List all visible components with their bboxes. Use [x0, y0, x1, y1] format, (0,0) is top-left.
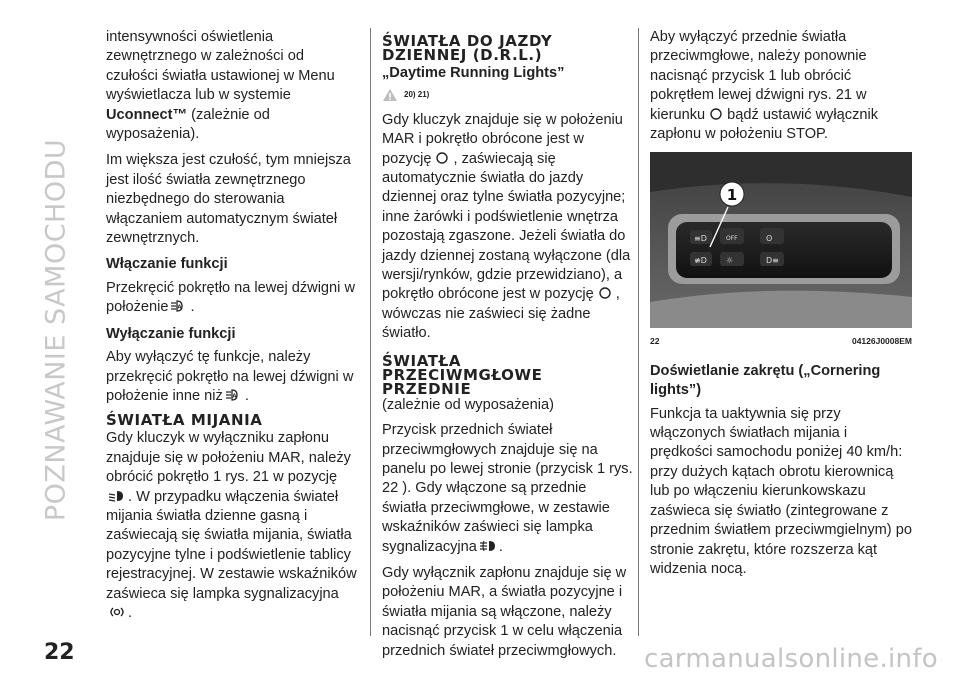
auto-light-icon [170, 300, 188, 312]
heading-drl: DZIENNEJ (D.R.L.) [382, 46, 543, 64]
figure-number: 22 [650, 336, 660, 347]
fog-subtitle: (zależnie od wyposażenia) [382, 396, 554, 413]
paragraph: Gdy kluczyk znajduje się w położeniu MAR i pokrętło obrócone jest w pozycję , zaświecają się automatycznie światła do jazdy dziennej oraz tylne światła pozycyjne; inne żarówki i podświetlenie wnętrza pozostają zgaszone. Jeżeli światła do jazdy dziennej zostaną wyłączone (dla wersji/rynków, gdzie przewidziano), a pokrętło obrócone jest w pozycję , wówczas nie zaświeci się żadne światło. [382, 111, 631, 342]
column-3 [650, 28, 912, 586]
column-2 [382, 28, 634, 668]
off-position-icon [433, 152, 451, 164]
parking-lights-icon [108, 606, 126, 618]
drl-subtitle: „Daytime Running Lights” [382, 65, 565, 81]
heading-fog: PRZECIWMGŁOWE [382, 365, 543, 384]
heading-fog: ŚWIATŁA [382, 351, 462, 370]
svg-text:ʘ: ʘ [766, 234, 773, 244]
watermark: carmanualsonline.info [643, 644, 938, 674]
svg-text:☼: ☼ [726, 256, 734, 266]
heading-cornering: Doświetlanie zakrętu („Cornering lights”) [650, 362, 881, 399]
column-divider [370, 28, 371, 636]
heading-disable: Wyłączanie funkcji [106, 325, 236, 342]
heading-fog: PRZEDNIE [382, 379, 472, 398]
warning-references: 20) 21) [382, 85, 634, 104]
paragraph: Im większa jest czułość, tym mniejsza jest ilość światła zewnętrznego niezbędnego do sterowania włączaniem automatycznym świateł zewnętrznych. [106, 152, 351, 247]
section-side-title: POZNAWANIE SAMOCHODU [40, 138, 72, 522]
svg-text:OFF: OFF [726, 235, 738, 243]
svg-text:D≡: D≡ [766, 256, 779, 266]
paragraph: Gdy kluczyk w wyłączniku zapłonu znajduje się w położeniu MAR, należy obrócić pokrętło 1 rys. 21 w pozycję . W przypadku włączenia świateł mijania światła dzienne gasną i zaświecają się światła mijania, światła pozycyjne tylne i podświetlenie tablicy rejestracyjnej. W zestawie wskaźników zaświeca się lampka sygnalizacyjna . [106, 430, 357, 621]
heading-enable: Włączanie funkcji [106, 256, 228, 273]
figure-code: 04126J0008EM [851, 336, 912, 347]
paragraph: Funkcja ta uaktywnia się przy włączonych światłach mijania i prędkości samochodu poniżej 40 km/h: przy dużych kątach obrotu kierownicą lub po włączeniu kierunkowskazu zaświeca się światło (zintegrowane z przednim światłem przeciwmgielnym) po stronie zakrętu, które rozszerza kąt widzenia nocą. [650, 405, 912, 577]
column-1 [106, 28, 358, 630]
figure-22-photo [650, 152, 912, 328]
paragraph: Gdy wyłącznik zapłonu znajduje się w położeniu MAR, a światła pozycyjne i światła mijania są włączone, należy nacisnąć przycisk 1 w celu włączenia przednich świateł przeciwmgłowych. [382, 564, 627, 659]
paragraph: intensywności oświetlenia zewnętrznego w zależności od czułości światła ustawionej w Menu wyświetlacza lub w systemie Uconnect™ (zależnie od wyposażenia). [106, 29, 335, 143]
svg-text:A: A [232, 393, 237, 400]
uconnect-label: Uconnect™ [106, 106, 188, 123]
paragraph: Przycisk przednich świateł przeciwmgłowych znajduje się na panelu po lewej stronie (przycisk 1 rys. 22 ). Gdy włączone są przednie światła przeciwmgłowe, w zestawie wskaźników zaświeci się lampka sygnalizacyjna . [382, 422, 633, 555]
front-fog-icon [479, 540, 497, 552]
auto-light-icon [225, 389, 243, 401]
warning-icon [382, 88, 398, 102]
page-number: 22 [44, 640, 75, 665]
low-beam-icon [108, 490, 126, 502]
svg-text:≡D: ≡D [694, 234, 707, 244]
heading-drl: ŚWIATŁA DO JAZDY [382, 32, 553, 50]
column-divider [638, 28, 639, 636]
off-position-icon [707, 108, 725, 120]
figure-callout: 1 [726, 186, 738, 205]
svg-text:≢D: ≢D [694, 256, 707, 266]
figure-caption [650, 332, 912, 351]
paragraph: Aby wyłączyć tę funkcje, należy przekręcić pokrętło na lewej dźwigni w położenie inne niż A . [106, 349, 354, 404]
paragraph: Przekręcić pokrętło na lewej dźwigni w położenie A . [106, 279, 356, 316]
paragraph: Aby wyłączyć przednie światła przeciwmgłowe, należy ponownie nacisnąć przycisk 1 lub obrócić pokrętłem lewej dźwigni rys. 21 w kierunku bądź ustawić wyłącznik zapłonu w położeniu STOP. [650, 29, 879, 143]
svg-text:A: A [177, 304, 182, 311]
off-position-icon [596, 287, 614, 299]
heading-low-beam: ŚWIATŁA MIJANIA [106, 411, 263, 430]
